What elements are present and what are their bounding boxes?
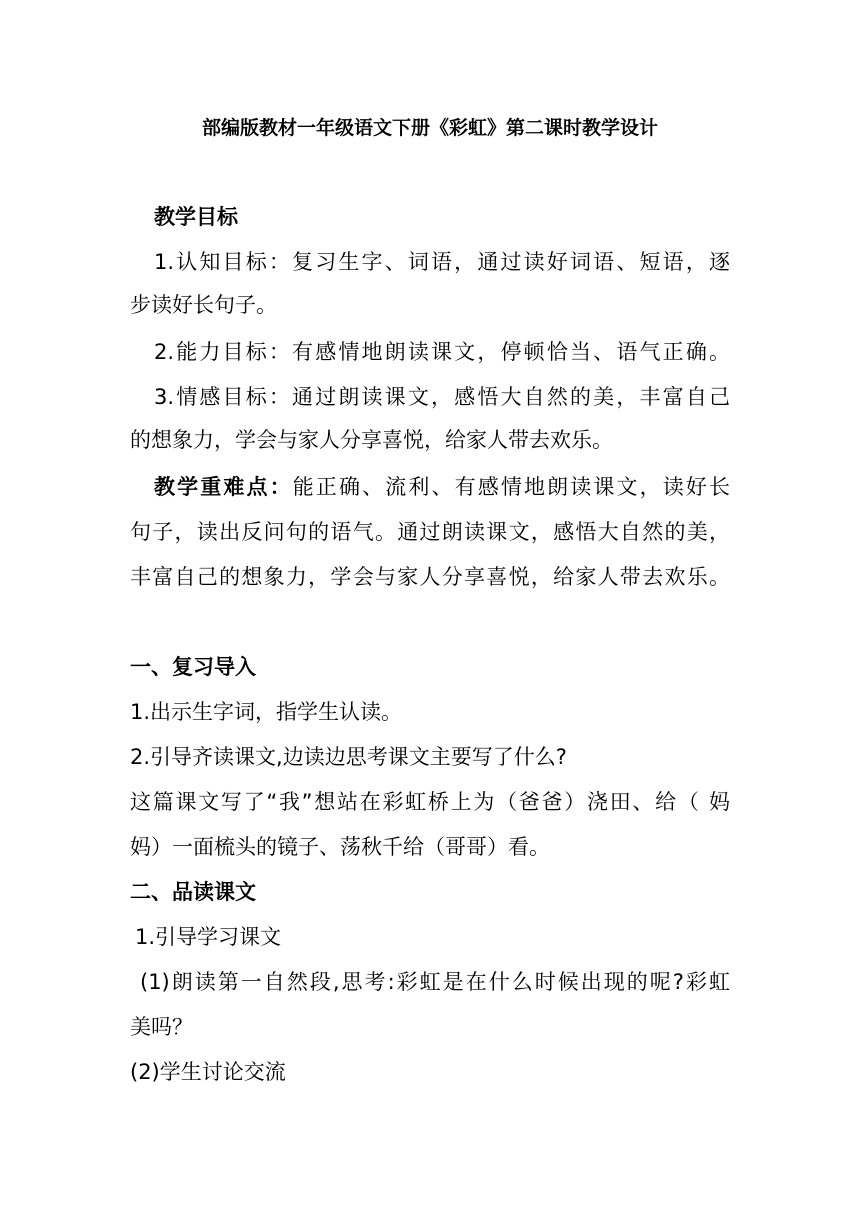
section-1-item-1: 1.出示生字词，指学生认读。 [130, 700, 403, 724]
goal-1-line-1: 1.认知目标：复习生字、词语，通过读好词语、短语，逐 [154, 250, 730, 274]
section-1-paragraph-line-1: 这篇课文写了“我”想站在彩虹桥上为（爸爸）浇田、给（ 妈 [130, 790, 730, 814]
document-title: 部编版教材一年级语文下册《彩虹》第二课时教学设计 [201, 117, 658, 139]
goals-heading: 教学目标 [154, 205, 238, 229]
section-1-heading: 一、复习导入 [130, 655, 256, 679]
section-2-sub-2: (2)学生讨论交流 [130, 1060, 286, 1084]
goal-3-line-2: 的想象力，学会与家人分享喜悦，给家人带去欢乐。 [130, 428, 613, 452]
key-points-line-2: 句子，读出反问句的语气。通过朗读课文，感悟大自然的美， [130, 520, 730, 544]
section-2-heading: 二、品读课文 [130, 880, 256, 904]
section-2-sub-1-line-2: 美吗？ [130, 1015, 193, 1039]
key-points-line-1 [154, 472, 730, 502]
key-points-line-3: 丰富自己的想象力，学会与家人分享喜悦，给家人带去欢乐。 [130, 565, 730, 589]
goal-1-line-2: 步读好长句子。 [130, 293, 277, 317]
goal-3-line-1: 3.情感目标：通过朗读课文，感悟大自然的美，丰富自己 [154, 385, 730, 409]
section-2-item-1: 1.引导学习课文 [135, 925, 282, 949]
section-1-paragraph-line-2: 妈）一面梳头的镜子、荡秋千给（哥哥）看。 [130, 835, 550, 859]
key-points-text: 能正确、流利、有感情地朗读课文，读好长 [292, 475, 730, 499]
key-points-label: 教学重难点： [154, 475, 293, 499]
section-2-sub-1-line-1: (1)朗读第一自然段,思考:彩虹是在什么时候出现的呢?彩虹 [140, 970, 730, 994]
section-1-item-2: 2.引导齐读课文,边读边思考课文主要写了什么? [130, 745, 567, 769]
goal-2: 2.能力目标：有感情地朗读课文，停顿恰当、语气正确。 [154, 340, 730, 364]
